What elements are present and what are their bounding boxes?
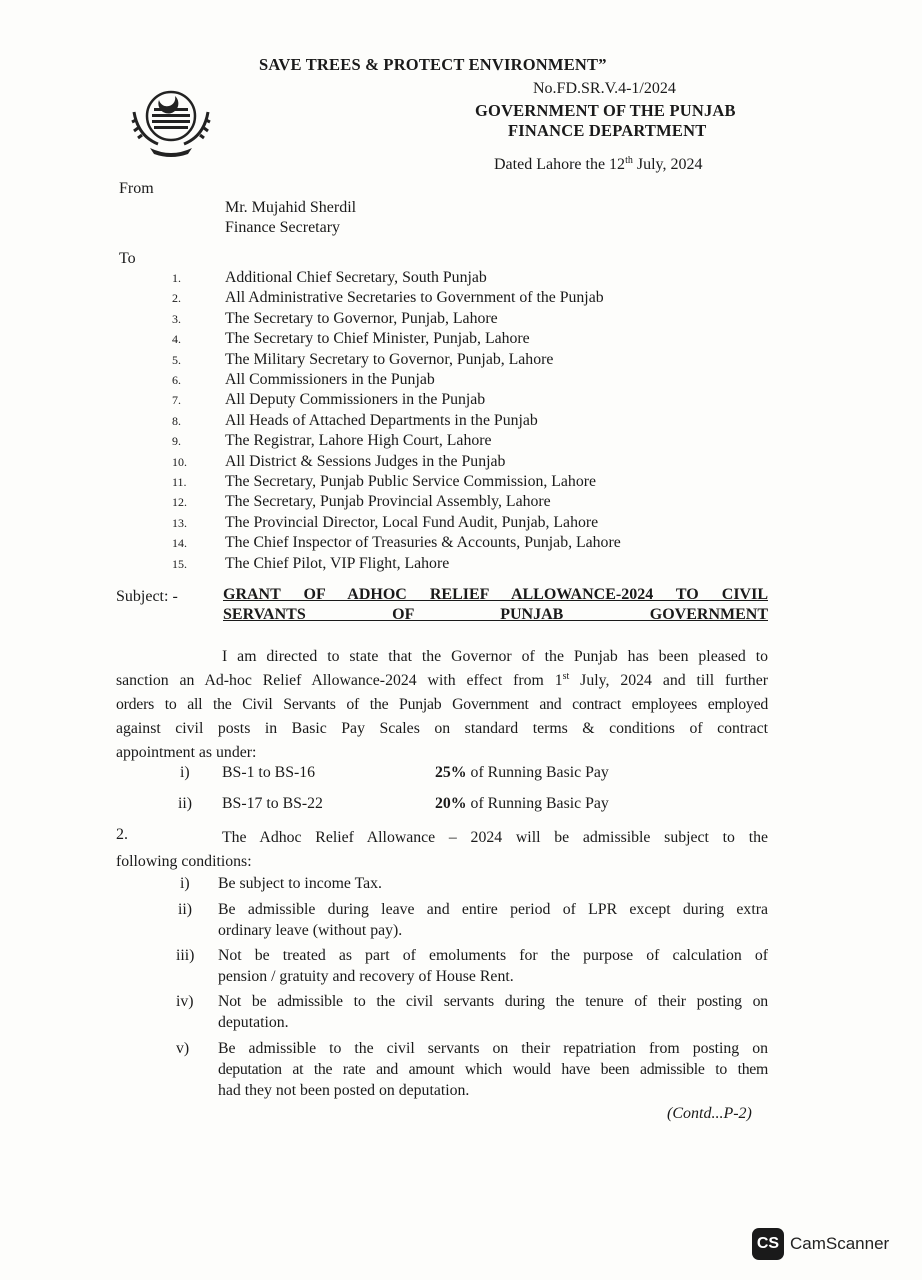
department-name: FINANCE DEPARTMENT — [508, 121, 707, 140]
sender-name: Mr. Mujahid Sherdil — [225, 199, 357, 216]
subject-label: Subject: - — [116, 588, 178, 605]
recipient-item: 5. The Military Secretary to Governor, Punjab, Lahore — [172, 350, 554, 368]
para2-text: The Adhoc Relief Allowance – 2024 will be admissible subject to the following conditions: — [116, 829, 768, 870]
recipient-item: 15. The Chief Pilot, VIP Flight, Lahore — [172, 554, 450, 572]
para2-number: 2. — [116, 826, 128, 843]
government-name: GOVERNMENT OF THE PUNJAB — [475, 101, 736, 120]
to-label: To — [119, 250, 136, 267]
recipient-item: 6. All Commissioners in the Punjab — [172, 371, 435, 388]
punjab-government-emblem — [128, 86, 214, 158]
recipient-item: 4. The Secretary to Chief Minister, Punjab, Lahore — [172, 330, 530, 348]
letter-date: Dated Lahore the 12th July, 2024 — [494, 155, 703, 173]
recipient-item: 3. The Secretary to Governor, Punjab, Lahore — [172, 309, 498, 327]
continued-note: (Contd...P-2) — [667, 1105, 752, 1122]
recipient-item: 9. The Registrar, Lahore High Court, Lahore — [172, 432, 492, 450]
recipient-item: 14. The Chief Inspector of Treasuries & Accounts, Punjab, Lahore — [172, 534, 621, 552]
recipient-item: 2. All Administrative Secretaries to Government of the Punjab — [172, 289, 604, 307]
camscanner-watermark — [752, 1228, 889, 1260]
camscanner-text: CamScanner — [790, 1234, 890, 1253]
camscanner-logo-icon: CS — [752, 1228, 784, 1260]
recipient-item: 13. The Provincial Director, Local Fund Audit, Punjab, Lahore — [172, 513, 599, 531]
recipient-item: 12. The Secretary, Punjab Provincial Assembly, Lahore — [172, 493, 551, 511]
recipient-item: 1. Additional Chief Secretary, South Punjab — [172, 269, 487, 286]
recipient-item: 11. The Secretary, Punjab Public Service Commission, Lahore — [172, 473, 596, 490]
intro-paragraph: I am directed to state that the Governor of the Punjab has been pleased to sanction an Ad-hoc Relief Allowance-2024 with effect from 1st July, 2024 and till further orders to all the Civil Servants of the Punjab Government and contract employees employed against civil posts in Basic Pay Scales on standard terms & conditions of contract appointment as under: — [116, 648, 768, 761]
from-label: From — [119, 180, 154, 197]
slogan: SAVE TREES & PROTECT ENVIRONMENT” — [259, 55, 607, 74]
recipient-item: 7. All Deputy Commissioners in the Punjab — [172, 391, 486, 409]
subject-title: GRANT OF ADHOC RELIEF ALLOWANCE-2024 TO CIVIL SERVANTS OF PUNJAB GOVERNMENT — [223, 586, 768, 623]
recipient-item: 10. All District & Sessions Judges in the Punjab — [172, 452, 506, 470]
recipient-item: 8. All Heads of Attached Departments in the Punjab — [172, 411, 538, 429]
letter-number: No.FD.SR.V.4-1/2024 — [533, 80, 676, 97]
sender-title: Finance Secretary — [225, 219, 341, 236]
